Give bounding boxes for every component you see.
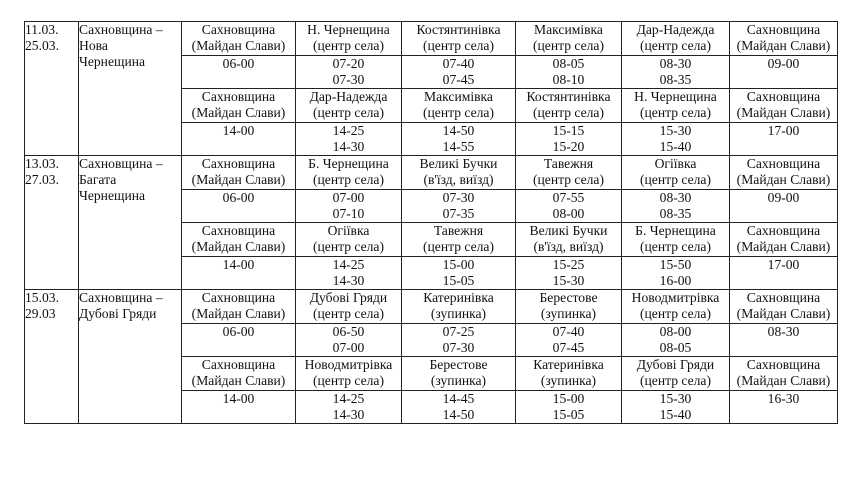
stop-cell	[402, 223, 516, 257]
time-cell	[182, 56, 296, 89]
stop-cell	[296, 156, 402, 190]
stop-cell	[622, 22, 730, 56]
cell-line: 08-05	[659, 340, 692, 355]
cell-line: (зупинка)	[540, 373, 597, 388]
stop-cell	[622, 290, 730, 324]
time-cell	[730, 190, 838, 223]
stop-cell	[730, 223, 838, 257]
cell-line: Берестове	[429, 357, 488, 372]
cell-line: 15-20	[552, 139, 585, 154]
cell-line: 15-05	[442, 273, 475, 288]
cell-line: 15-50	[659, 257, 692, 272]
cell-line: Максимівка	[534, 22, 603, 37]
cell-line: 14-50	[442, 407, 475, 422]
cell-line: 07-30	[442, 340, 475, 355]
cell-line: (Майдан Слави)	[191, 38, 286, 53]
cell-line: 15-00	[442, 257, 475, 272]
cell-line: 14-30	[332, 139, 365, 154]
cell-line: 15-25	[552, 257, 585, 272]
stop-cell	[730, 89, 838, 123]
cell-line: 15-40	[659, 139, 692, 154]
cell-line: Огіївка	[654, 156, 697, 171]
cell-line: Чернещина	[79, 188, 146, 203]
cell-line: 08-00	[552, 206, 585, 221]
stop-cell	[296, 89, 402, 123]
stop-cell	[182, 22, 296, 56]
cell-line: Великі Бучки	[419, 156, 498, 171]
cell-line: Сахновщина –	[79, 156, 163, 171]
cell-line: 08-30	[659, 190, 692, 205]
cell-line: 07-45	[442, 72, 475, 87]
cell-line: (центр села)	[640, 373, 711, 388]
stop-cell	[516, 22, 622, 56]
cell-line: Дар-Надежда	[309, 89, 388, 104]
cell-line: (центр села)	[313, 38, 384, 53]
cell-line: (зупинка)	[540, 306, 597, 321]
time-cell	[182, 391, 296, 424]
cell-line: 08-00	[659, 324, 692, 339]
stop-cell	[402, 89, 516, 123]
cell-line: Катеринівка	[423, 290, 494, 305]
cell-line: 07-30	[332, 72, 365, 87]
cell-line: Сахновщина	[746, 357, 821, 372]
time-cell	[622, 257, 730, 290]
stop-cell	[730, 22, 838, 56]
stop-cell	[402, 156, 516, 190]
cell-line: Костянтинівка	[526, 89, 611, 104]
cell-line: Н. Чернещина	[307, 22, 390, 37]
cell-line: Сахновщина	[746, 290, 821, 305]
cell-line: (центр села)	[313, 373, 384, 388]
cell-line: Великі Бучки	[529, 223, 608, 238]
cell-line: (центр села)	[313, 172, 384, 187]
cell-line: 13.03.	[25, 156, 59, 171]
cell-line: (в'їзд, виїзд)	[533, 239, 604, 254]
stop-cell	[516, 290, 622, 324]
cell-line: Нова	[79, 38, 108, 53]
cell-line: 07-35	[442, 206, 475, 221]
time-cell	[296, 190, 402, 223]
time-cell	[402, 324, 516, 357]
stop-cell	[296, 290, 402, 324]
cell-line: (Майдан Слави)	[736, 373, 831, 388]
cell-line: Б. Чернещина	[308, 156, 389, 171]
cell-line: 15-00	[552, 391, 585, 406]
cell-line: Сахновщина	[746, 22, 821, 37]
stop-cell	[296, 223, 402, 257]
cell-line: 07-00	[332, 340, 365, 355]
cell-line: 08-30	[659, 56, 692, 71]
cell-line: 15-30	[659, 391, 692, 406]
time-cell	[182, 257, 296, 290]
cell-line: 09-00	[767, 56, 800, 71]
cell-line: Костянтинівка	[416, 22, 501, 37]
cell-line: (центр села)	[533, 38, 604, 53]
cell-line: (в'їзд, виїзд)	[423, 172, 494, 187]
cell-line: Максимівка	[424, 89, 493, 104]
cell-line: Новодмитрівка	[631, 290, 720, 305]
cell-line: 17-00	[767, 257, 800, 272]
cell-line: 07-00	[332, 190, 365, 205]
cell-line: 27.03.	[25, 172, 59, 187]
route-name-cell	[79, 156, 182, 290]
time-cell	[516, 257, 622, 290]
cell-line: Сахновщина –	[79, 290, 163, 305]
time-cell	[402, 123, 516, 156]
cell-line: 14-00	[222, 123, 255, 138]
time-cell	[402, 56, 516, 89]
cell-line: (центр села)	[640, 306, 711, 321]
cell-line: 16-30	[767, 391, 800, 406]
cell-line: (Майдан Слави)	[191, 239, 286, 254]
stop-cell	[516, 156, 622, 190]
stop-cell	[516, 89, 622, 123]
cell-line: (центр села)	[533, 172, 604, 187]
cell-line: Огіївка	[327, 223, 370, 238]
cell-line: (зупинка)	[430, 306, 487, 321]
schedule-body	[25, 22, 838, 424]
time-cell	[730, 391, 838, 424]
cell-line: 15-15	[552, 123, 585, 138]
cell-line: (центр села)	[313, 105, 384, 120]
cell-line: (центр села)	[640, 172, 711, 187]
stop-cell	[622, 89, 730, 123]
stop-cell	[622, 156, 730, 190]
stop-cell	[296, 357, 402, 391]
time-cell	[622, 391, 730, 424]
cell-line: 14-50	[442, 123, 475, 138]
stop-cell	[730, 156, 838, 190]
cell-line: Дубові Гряди	[636, 357, 715, 372]
cell-line: (Майдан Слави)	[736, 105, 831, 120]
time-cell	[296, 56, 402, 89]
stop-cell	[182, 223, 296, 257]
cell-line: 17-00	[767, 123, 800, 138]
cell-line: Сахновщина	[201, 290, 276, 305]
cell-line: 07-20	[332, 56, 365, 71]
cell-line: Сахновщина –	[79, 22, 163, 37]
cell-line: 07-55	[552, 190, 585, 205]
cell-line: (Майдан Слави)	[736, 38, 831, 53]
cell-line: 07-25	[442, 324, 475, 339]
time-cell	[622, 324, 730, 357]
stop-cell	[296, 22, 402, 56]
stop-cell	[182, 357, 296, 391]
cell-line: Багата	[79, 172, 117, 187]
cell-line: (центр села)	[533, 105, 604, 120]
stop-cell	[402, 357, 516, 391]
stops-row	[25, 156, 838, 190]
cell-line: (Майдан Слави)	[736, 172, 831, 187]
cell-line: 06-00	[222, 56, 255, 71]
cell-line: 07-40	[552, 324, 585, 339]
time-cell	[182, 123, 296, 156]
date-cell	[25, 290, 79, 424]
stops-row	[25, 290, 838, 324]
cell-line: 09-00	[767, 190, 800, 205]
time-cell	[730, 56, 838, 89]
cell-line: 15.03.	[25, 290, 59, 305]
cell-line: Сахновщина	[746, 223, 821, 238]
cell-line: 15-40	[659, 407, 692, 422]
cell-line: 29.03	[25, 306, 56, 321]
cell-line: (центр села)	[423, 105, 494, 120]
stop-cell	[182, 290, 296, 324]
cell-line: 14-30	[332, 407, 365, 422]
cell-line: 06-00	[222, 190, 255, 205]
cell-line: 08-05	[552, 56, 585, 71]
time-cell	[516, 324, 622, 357]
cell-line: 14-25	[332, 391, 365, 406]
cell-line: 15-30	[552, 273, 585, 288]
cell-line: Сахновщина	[201, 357, 276, 372]
bus-schedule-table	[24, 21, 838, 424]
cell-line: 14-55	[442, 139, 475, 154]
cell-line: Сахновщина	[201, 22, 276, 37]
stop-cell	[516, 223, 622, 257]
stop-cell	[622, 357, 730, 391]
date-cell	[25, 156, 79, 290]
cell-line: 08-10	[552, 72, 585, 87]
cell-line: 08-35	[659, 72, 692, 87]
cell-line: (центр села)	[313, 239, 384, 254]
cell-line: Б. Чернещина	[635, 223, 716, 238]
cell-line: Сахновщина	[201, 89, 276, 104]
cell-line: (центр села)	[640, 38, 711, 53]
time-cell	[730, 123, 838, 156]
time-cell	[296, 391, 402, 424]
cell-line: (Майдан Слави)	[191, 172, 286, 187]
cell-line: (Майдан Слави)	[736, 306, 831, 321]
time-cell	[402, 391, 516, 424]
cell-line: Тавежня	[543, 156, 594, 171]
cell-line: Сахновщина	[201, 156, 276, 171]
stop-cell	[182, 156, 296, 190]
stop-cell	[182, 89, 296, 123]
route-name-cell	[79, 290, 182, 424]
cell-line: 07-40	[442, 56, 475, 71]
cell-line: Сахновщина	[201, 223, 276, 238]
stop-cell	[402, 22, 516, 56]
cell-line: Сахновщина	[746, 156, 821, 171]
cell-line: (центр села)	[640, 239, 711, 254]
time-cell	[516, 391, 622, 424]
time-cell	[296, 123, 402, 156]
time-cell	[182, 190, 296, 223]
time-cell	[296, 257, 402, 290]
time-cell	[516, 190, 622, 223]
cell-line: (Майдан Слави)	[736, 239, 831, 254]
time-cell	[622, 190, 730, 223]
date-cell	[25, 22, 79, 156]
time-cell	[516, 56, 622, 89]
time-cell	[622, 123, 730, 156]
cell-line: Тавежня	[433, 223, 484, 238]
stops-row	[25, 22, 838, 56]
stop-cell	[730, 357, 838, 391]
route-name-cell	[79, 22, 182, 156]
cell-line: Дубові Гряди	[79, 306, 157, 321]
cell-line: 07-30	[442, 190, 475, 205]
cell-line: (центр села)	[640, 105, 711, 120]
cell-line: Сахновщина	[746, 89, 821, 104]
stop-cell	[622, 223, 730, 257]
cell-line: (зупинка)	[430, 373, 487, 388]
time-cell	[402, 190, 516, 223]
cell-line: (Майдан Слави)	[191, 306, 286, 321]
cell-line: Новодмитрівка	[304, 357, 393, 372]
cell-line: 06-00	[222, 324, 255, 339]
cell-line: 25.03.	[25, 38, 59, 53]
time-cell	[622, 56, 730, 89]
cell-line: 14-45	[442, 391, 475, 406]
cell-line: 14-25	[332, 123, 365, 138]
cell-line: 06-50	[332, 324, 365, 339]
cell-line: 11.03.	[25, 22, 59, 37]
cell-line: (Майдан Слави)	[191, 373, 286, 388]
cell-line: 14-25	[332, 257, 365, 272]
cell-line: 07-10	[332, 206, 365, 221]
cell-line: 14-00	[222, 391, 255, 406]
cell-line: 08-30	[767, 324, 800, 339]
time-cell	[730, 257, 838, 290]
time-cell	[296, 324, 402, 357]
cell-line: (Майдан Слави)	[191, 105, 286, 120]
cell-line: Катеринівка	[533, 357, 604, 372]
cell-line: Чернещина	[79, 54, 146, 69]
cell-line: Н. Чернещина	[634, 89, 717, 104]
cell-line: Дубові Гряди	[309, 290, 388, 305]
cell-line: (центр села)	[313, 306, 384, 321]
cell-line: (центр села)	[423, 38, 494, 53]
stop-cell	[402, 290, 516, 324]
stop-cell	[516, 357, 622, 391]
cell-line: 07-45	[552, 340, 585, 355]
cell-line: 16-00	[659, 273, 692, 288]
cell-line: Берестове	[539, 290, 598, 305]
time-cell	[182, 324, 296, 357]
cell-line: 15-05	[552, 407, 585, 422]
cell-line: 14-30	[332, 273, 365, 288]
time-cell	[516, 123, 622, 156]
time-cell	[730, 324, 838, 357]
cell-line: 14-00	[222, 257, 255, 272]
cell-line: (центр села)	[423, 239, 494, 254]
cell-line: Дар-Надежда	[636, 22, 715, 37]
time-cell	[402, 257, 516, 290]
cell-line: 08-35	[659, 206, 692, 221]
cell-line: 15-30	[659, 123, 692, 138]
stop-cell	[730, 290, 838, 324]
